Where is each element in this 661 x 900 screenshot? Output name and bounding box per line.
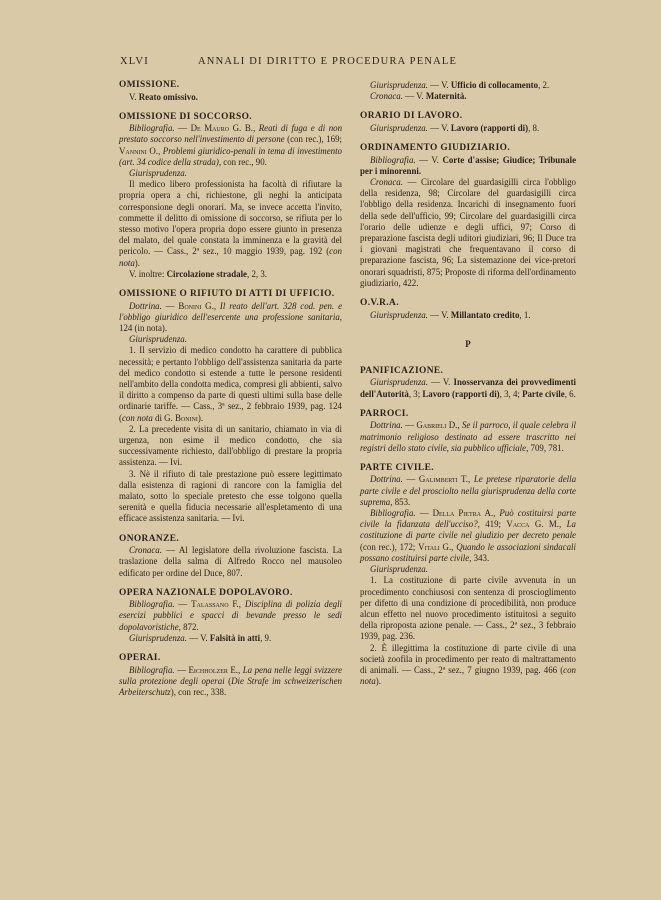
text-run: Reato omissivo. — [138, 91, 198, 102]
entry-paragraph — [360, 474, 576, 508]
text-run: Bonini G. — [178, 300, 214, 311]
text-run: , 8. — [528, 122, 540, 133]
spacer — [119, 525, 342, 534]
text-run: ). — [375, 676, 381, 687]
entry-paragraph — [360, 155, 576, 177]
text-run: Gabrieli D. — [416, 420, 458, 431]
entry-paragraph — [119, 424, 342, 469]
text-run: Giurisprudenza. — [370, 564, 428, 575]
text-run: De Mauro G. B. — [190, 123, 253, 134]
text-run: Se il parroco, il quale celebra il matrimonio religioso destinato ad essere trascritto nei registri dello stato civile, sia pubblico ufficiale — [360, 420, 576, 453]
text-run: Bibliografia. — [129, 664, 175, 675]
entry-paragraph — [360, 123, 576, 134]
text-run: V. inoltre: — [129, 268, 167, 279]
entry-heading: ORDINAMENTO GIUDIZIARIO. — [360, 143, 511, 154]
text-run: , — [157, 145, 163, 156]
text-run: Ufficio di collocamento — [450, 80, 539, 90]
entry-paragraph — [360, 420, 576, 454]
text-run: , 6. — [564, 388, 576, 399]
text-run: Corte d'assise; Giudice; Tribunale per i minorenni. — [360, 154, 577, 176]
entry-paragraph — [119, 545, 342, 579]
entry-paragraph — [119, 269, 342, 280]
entry-paragraph — [360, 575, 576, 642]
entry-paragraph — [360, 564, 576, 575]
page-number: XLVI — [120, 56, 149, 67]
text-run: (con rec.), 169; — [284, 134, 342, 145]
text-run: — Circolare del guardasigilli circa l'obbligo della residenza, 98; Circolare del guardasigilli circa l'obbligo della residenza. Incarichi di insegnamento fuori della sede dell'ufficio, 99; Circolare del guardasigilli circa l'orario delle udienze e degli uffici, 97; Corso di preparazione fascista degli uditori giudiziari, 96; Il Duce tra i giovani magistrati che frequentavano il corso di preparazione fascista, 96; La sistemazione dei vice-pretori onorari squadristi, 875; Proposte di riforma dell'ordinamento giudiziario, 422. — [360, 177, 576, 288]
entry-heading: O.V.R.A. — [360, 298, 399, 309]
text-run: V. — [129, 91, 139, 102]
text-run: , 1. — [519, 309, 531, 320]
text-run: Die Strafe im schweizerischen Arbeiterschutz — [119, 675, 342, 697]
text-run: Lavoro (rapporti di) — [450, 122, 529, 133]
right-column — [360, 80, 576, 687]
spacer — [119, 579, 342, 588]
entry-paragraph — [119, 301, 342, 335]
entry-heading: OMISSIONE DI SOCCORSO. — [119, 111, 253, 122]
text-run: Della Pietra A. — [432, 508, 494, 519]
entry-paragraph — [119, 665, 342, 699]
text-run: ). — [134, 257, 140, 268]
text-run: — — [402, 474, 419, 485]
journal-title: ANNALI DI DIRITTO E PROCEDURA PENALE — [198, 56, 458, 67]
text-run: Può costituirsi parte civile la fidanzata dell'ucciso? — [360, 508, 576, 530]
text-run: — — [174, 123, 191, 134]
entry-paragraph — [119, 334, 342, 345]
text-run: con nota — [360, 664, 576, 687]
spacer — [360, 289, 576, 298]
text-run: Giurisprudenza. — [129, 632, 187, 643]
text-run: 1. Il servizio di medico condotto ha carattere di pubblica necessità; e pertanto l'obbligo dell'assistenza sanitaria da parte del medico condotto si estende a tutte le persone residenti nell'ambito della condotta medica, compresi gli abbienti, salvo il diritto a compenso da parte di questi ultimi sulla base delle ordinarie tariffe. — Cass., 3ª sez., 2 febbraio 1939, pag. 124 ( — [119, 345, 342, 423]
entry-heading: PARROCI. — [360, 408, 409, 419]
text-run: , — [468, 474, 474, 485]
text-run: Disciplina di polizia degli esercizi pubblici e spacci di bevande presso le sedi dopolavoristiche — [119, 599, 343, 632]
text-run: — — [174, 599, 192, 610]
spacer — [360, 454, 576, 463]
spacer — [119, 644, 342, 653]
text-run: Vitali G. — [418, 541, 452, 552]
entry-paragraph — [119, 92, 342, 103]
text-run: Giurisprudenza. — [370, 309, 428, 320]
entry-heading: ONORANZE. — [119, 533, 180, 544]
text-run: , 419; — [477, 519, 507, 530]
text-run: — V. — [186, 632, 210, 643]
entry-paragraph — [119, 345, 342, 423]
entry-heading: OPERAI. — [119, 653, 161, 664]
text-run: Il reato dell'art. 328 cod. pen. e l'obbligo giuridico dell'esercente una professione sanitaria — [119, 300, 343, 322]
text-run: — V. — [427, 309, 451, 320]
entry-paragraph — [360, 377, 576, 399]
text-run: Giurisprudenza. — [370, 80, 428, 90]
text-run: Talassano F. — [191, 599, 239, 610]
text-run: Giurisprudenza. — [370, 122, 428, 133]
text-run: Giurisprudenza. — [129, 168, 187, 179]
entry-heading: PARTE CIVILE. — [360, 462, 434, 473]
text-run: — V. — [427, 122, 451, 133]
text-run: , 2. — [538, 80, 550, 90]
text-run: — — [415, 508, 433, 519]
entry-paragraph — [360, 643, 576, 688]
left-column — [119, 80, 342, 698]
text-run: ( — [224, 675, 232, 686]
text-run: , — [559, 519, 567, 530]
text-run: , 709, 781. — [526, 442, 564, 453]
entry-heading: OMISSIONE O RIFIUTO DI ATTI DI UFFICIO. — [119, 289, 335, 300]
text-run: Problemi giuridico-penali in tema di investimento (art. 34 codice della strada) — [119, 145, 342, 167]
spacer — [119, 103, 342, 112]
text-run: Quando le associazioni sindacali possano costituirsi parte civile — [360, 541, 576, 563]
text-run: Giurisprudenza. — [370, 377, 428, 388]
entry-heading: OPERA NAZIONALE DOPOLAVORO. — [119, 587, 293, 598]
text-run: Dottrina. — [370, 420, 403, 431]
text-run: 1. La costituzione di parte civile avvenuta in un procedimento conchiusosi con sentenza di proscioglimento per difetto di una condizione di procedibilità, non produce alcun effetto nel nuovo procedimento istituitosi a seguito della riproposta azione penale. — Cass., 2ª sez., 3 febbraio 1939, pag. 236. — [360, 575, 576, 642]
entry-paragraph — [360, 508, 576, 564]
text-run: , 872. — [178, 621, 199, 632]
text-run: — — [161, 300, 179, 311]
text-run: Reati di fuga e di non prestato soccorso nell'investimento di persone — [119, 123, 343, 145]
text-run: Millantato credito — [450, 309, 520, 320]
text-run: Cronaca. — [370, 177, 403, 188]
entry-paragraph — [360, 310, 576, 321]
entry-paragraph — [119, 168, 342, 179]
text-run: Dottrina. — [129, 300, 162, 311]
entry-heading: ORARIO DI LAVORO. — [360, 111, 463, 122]
entry-heading: OMISSIONE. — [119, 80, 180, 90]
text-run: Cronaca. — [370, 91, 403, 102]
entry-paragraph — [119, 599, 342, 633]
text-run: La pena nelle leggi svizzere sulla protezione degli operai — [119, 664, 343, 686]
text-run: , con rec., 90. — [218, 156, 267, 167]
text-run: Parte civile — [522, 388, 565, 399]
text-run: , 3; — [408, 388, 423, 399]
spacer — [360, 102, 576, 111]
text-run: Le pretese riparatorie della parte civile e del prosciolto nella giurisprudenza della corte suprema — [360, 474, 577, 507]
entry-paragraph — [360, 177, 576, 289]
text-run: , — [457, 420, 462, 431]
text-run: , 124 (in nota). — [119, 311, 342, 333]
text-run: Bibliografia. — [129, 599, 175, 610]
entry-paragraph — [119, 633, 342, 644]
text-run: Eichholzer E. — [188, 664, 239, 675]
text-run: Giurisprudenza. — [129, 334, 187, 345]
spacer — [360, 400, 576, 409]
entry-paragraph — [119, 123, 342, 168]
text-run: — — [174, 664, 189, 675]
text-run: La costituzione di parte civile nel giudizio per decreto penale — [360, 519, 576, 541]
text-run: — — [402, 420, 417, 431]
entry-paragraph — [119, 469, 342, 525]
text-run: con nota — [121, 412, 153, 423]
text-run: Vacca G. M. — [506, 519, 560, 530]
text-run: Falsità in atti — [209, 632, 261, 643]
text-run: Il medico libero professionista ha facoltà di rifiutare la propria opera a chi, richiestone, gli neghi la anticipata corresponsione degli onorari. Ma, se invece accetta l'invito, commette il delitto di omissione di soccorso, se rifiuta per lo stesso motivo l'opera propria dopo essere giunto in presenza del malato, del quale constata la imminenza e la gravità del pericolo. — Cass., 2ª sez., 10 maggio 1939, pag. 192 ( — [119, 179, 342, 257]
entry-heading: PANIFICAZIONE. — [360, 365, 444, 376]
text-run: con nota — [119, 246, 342, 268]
entry-paragraph — [360, 91, 576, 102]
text-run: Circolazione stradale — [166, 268, 247, 279]
text-run: 2. È illegittima la costituzione di parte civile di una società zoofila in procedimento per reato di maltrattamento di animali. — Cass., 2ª sez., 7 giugno 1939, pag. 466 ( — [360, 642, 576, 675]
text-run: Bibliografia. — [129, 123, 175, 134]
text-run: di G. — [152, 412, 175, 423]
entry-paragraph — [360, 80, 576, 91]
text-run: 3. Nè il rifiuto di tale prestazione può essere legittimato dalla esistenza di ragioni di rancore con la famiglia del malato, sotto lo speciale pretesto che esse tolgono quella serenità e quella fiducia necessarie all'espletamento di una efficace assistenza sanitaria. — Ivi. — [119, 468, 342, 524]
spacer — [119, 280, 342, 289]
text-run: Maternità. — [425, 91, 467, 102]
text-run: Bonini — [174, 412, 198, 423]
text-run: (con rec.), 172; — [360, 541, 419, 552]
text-run: Inosservanza dei provvedimenti dell'Autorità — [360, 377, 577, 399]
text-run: Galimberti T. — [418, 474, 469, 485]
text-run: Bibliografia. — [370, 154, 416, 165]
text-run: — V. — [427, 80, 451, 90]
text-run: , — [252, 123, 259, 134]
text-run: , 3, 4; — [499, 388, 523, 399]
text-run: ). — [197, 412, 204, 423]
text-run: 2. La precedente visita di un sanitario, chiamato in via di urgenza, non esime il medico condotto, che sia successivamente richiesto, dall'obbligo di prestare la propria assistenza. — Ivi. — [119, 423, 342, 468]
text-run: — Al legislatore della rivoluzione fascista. La traslazione della salma di Alfredo Rocco nel mausoleo edificato per ordine del Duce, 807. — [119, 545, 342, 578]
text-run: , — [238, 664, 243, 675]
text-run: , 343. — [469, 552, 490, 563]
spacer — [360, 134, 576, 143]
text-run: , 9. — [260, 632, 272, 643]
text-run: — V. — [415, 154, 443, 165]
text-run: — V. — [427, 377, 454, 388]
text-run: , — [493, 508, 500, 519]
text-run: , 2, 3. — [247, 268, 267, 279]
text-run: Vannini O. — [119, 145, 158, 156]
text-run: , — [451, 541, 457, 552]
text-run: Cronaca. — [129, 545, 162, 556]
text-run: Bibliografia. — [370, 508, 416, 519]
text-run: , 853. — [390, 496, 411, 507]
text-run: Dottrina. — [370, 474, 403, 485]
letter-section-heading: P — [465, 338, 471, 349]
text-run: , — [238, 599, 245, 610]
text-run: — V. — [402, 91, 426, 102]
text-run: Lavoro (rapporti di) — [422, 388, 500, 399]
text-run: ), con rec., 338. — [170, 686, 227, 697]
entry-paragraph — [119, 179, 342, 269]
text-run: , — [213, 300, 220, 311]
